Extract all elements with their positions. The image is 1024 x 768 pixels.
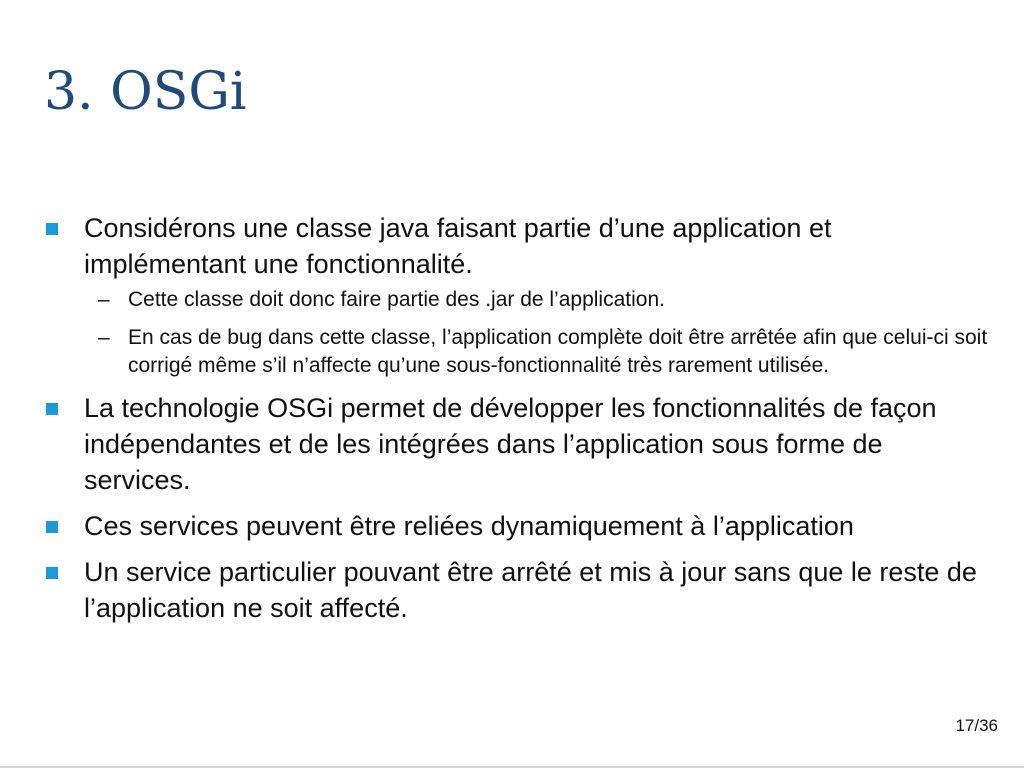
bullet-item [46, 554, 996, 626]
bullet-item [46, 390, 996, 498]
square-bullet-icon [46, 567, 58, 579]
sub-bullet-text: Cette classe doit donc faire partie des .jar de l’application. [128, 288, 665, 311]
dash-bullet-icon: – [98, 326, 110, 349]
bullet-text: Considérons une classe java faisant partie d’une application et implémentant une fonctionnalité. [84, 213, 832, 279]
bullet-text: La technologie OSGi permet de développer les fonctionnalités de façon indépendantes et de les intégrées dans l’application sous forme de services. [84, 393, 937, 495]
slide-body [46, 210, 996, 626]
bullet-text: Ces services peuvent être reliées dynamiquement à l’application [84, 511, 854, 541]
square-bullet-icon [46, 403, 58, 415]
bullet-text: Un service particulier pouvant être arrêté et mis à jour sans que le reste de l’application ne soit affecté. [84, 557, 977, 623]
bullet-item [46, 508, 996, 544]
dash-bullet-icon: – [98, 288, 110, 311]
sub-bullet-text: En cas de bug dans cette classe, l’application complète doit être arrêtée afin que celui-ci soit corrigé même s’il n’affecte qu’une sous-fonctionnalité très rarement utilisée. [128, 326, 988, 377]
sub-bullet-item [46, 286, 996, 314]
slide-title: 3. OSGi [44, 62, 247, 122]
square-bullet-icon [46, 521, 58, 533]
bullet-item [46, 210, 996, 282]
sub-bullet-item [46, 324, 996, 380]
page-number: 17/36 [955, 716, 998, 735]
square-bullet-icon [46, 223, 58, 235]
